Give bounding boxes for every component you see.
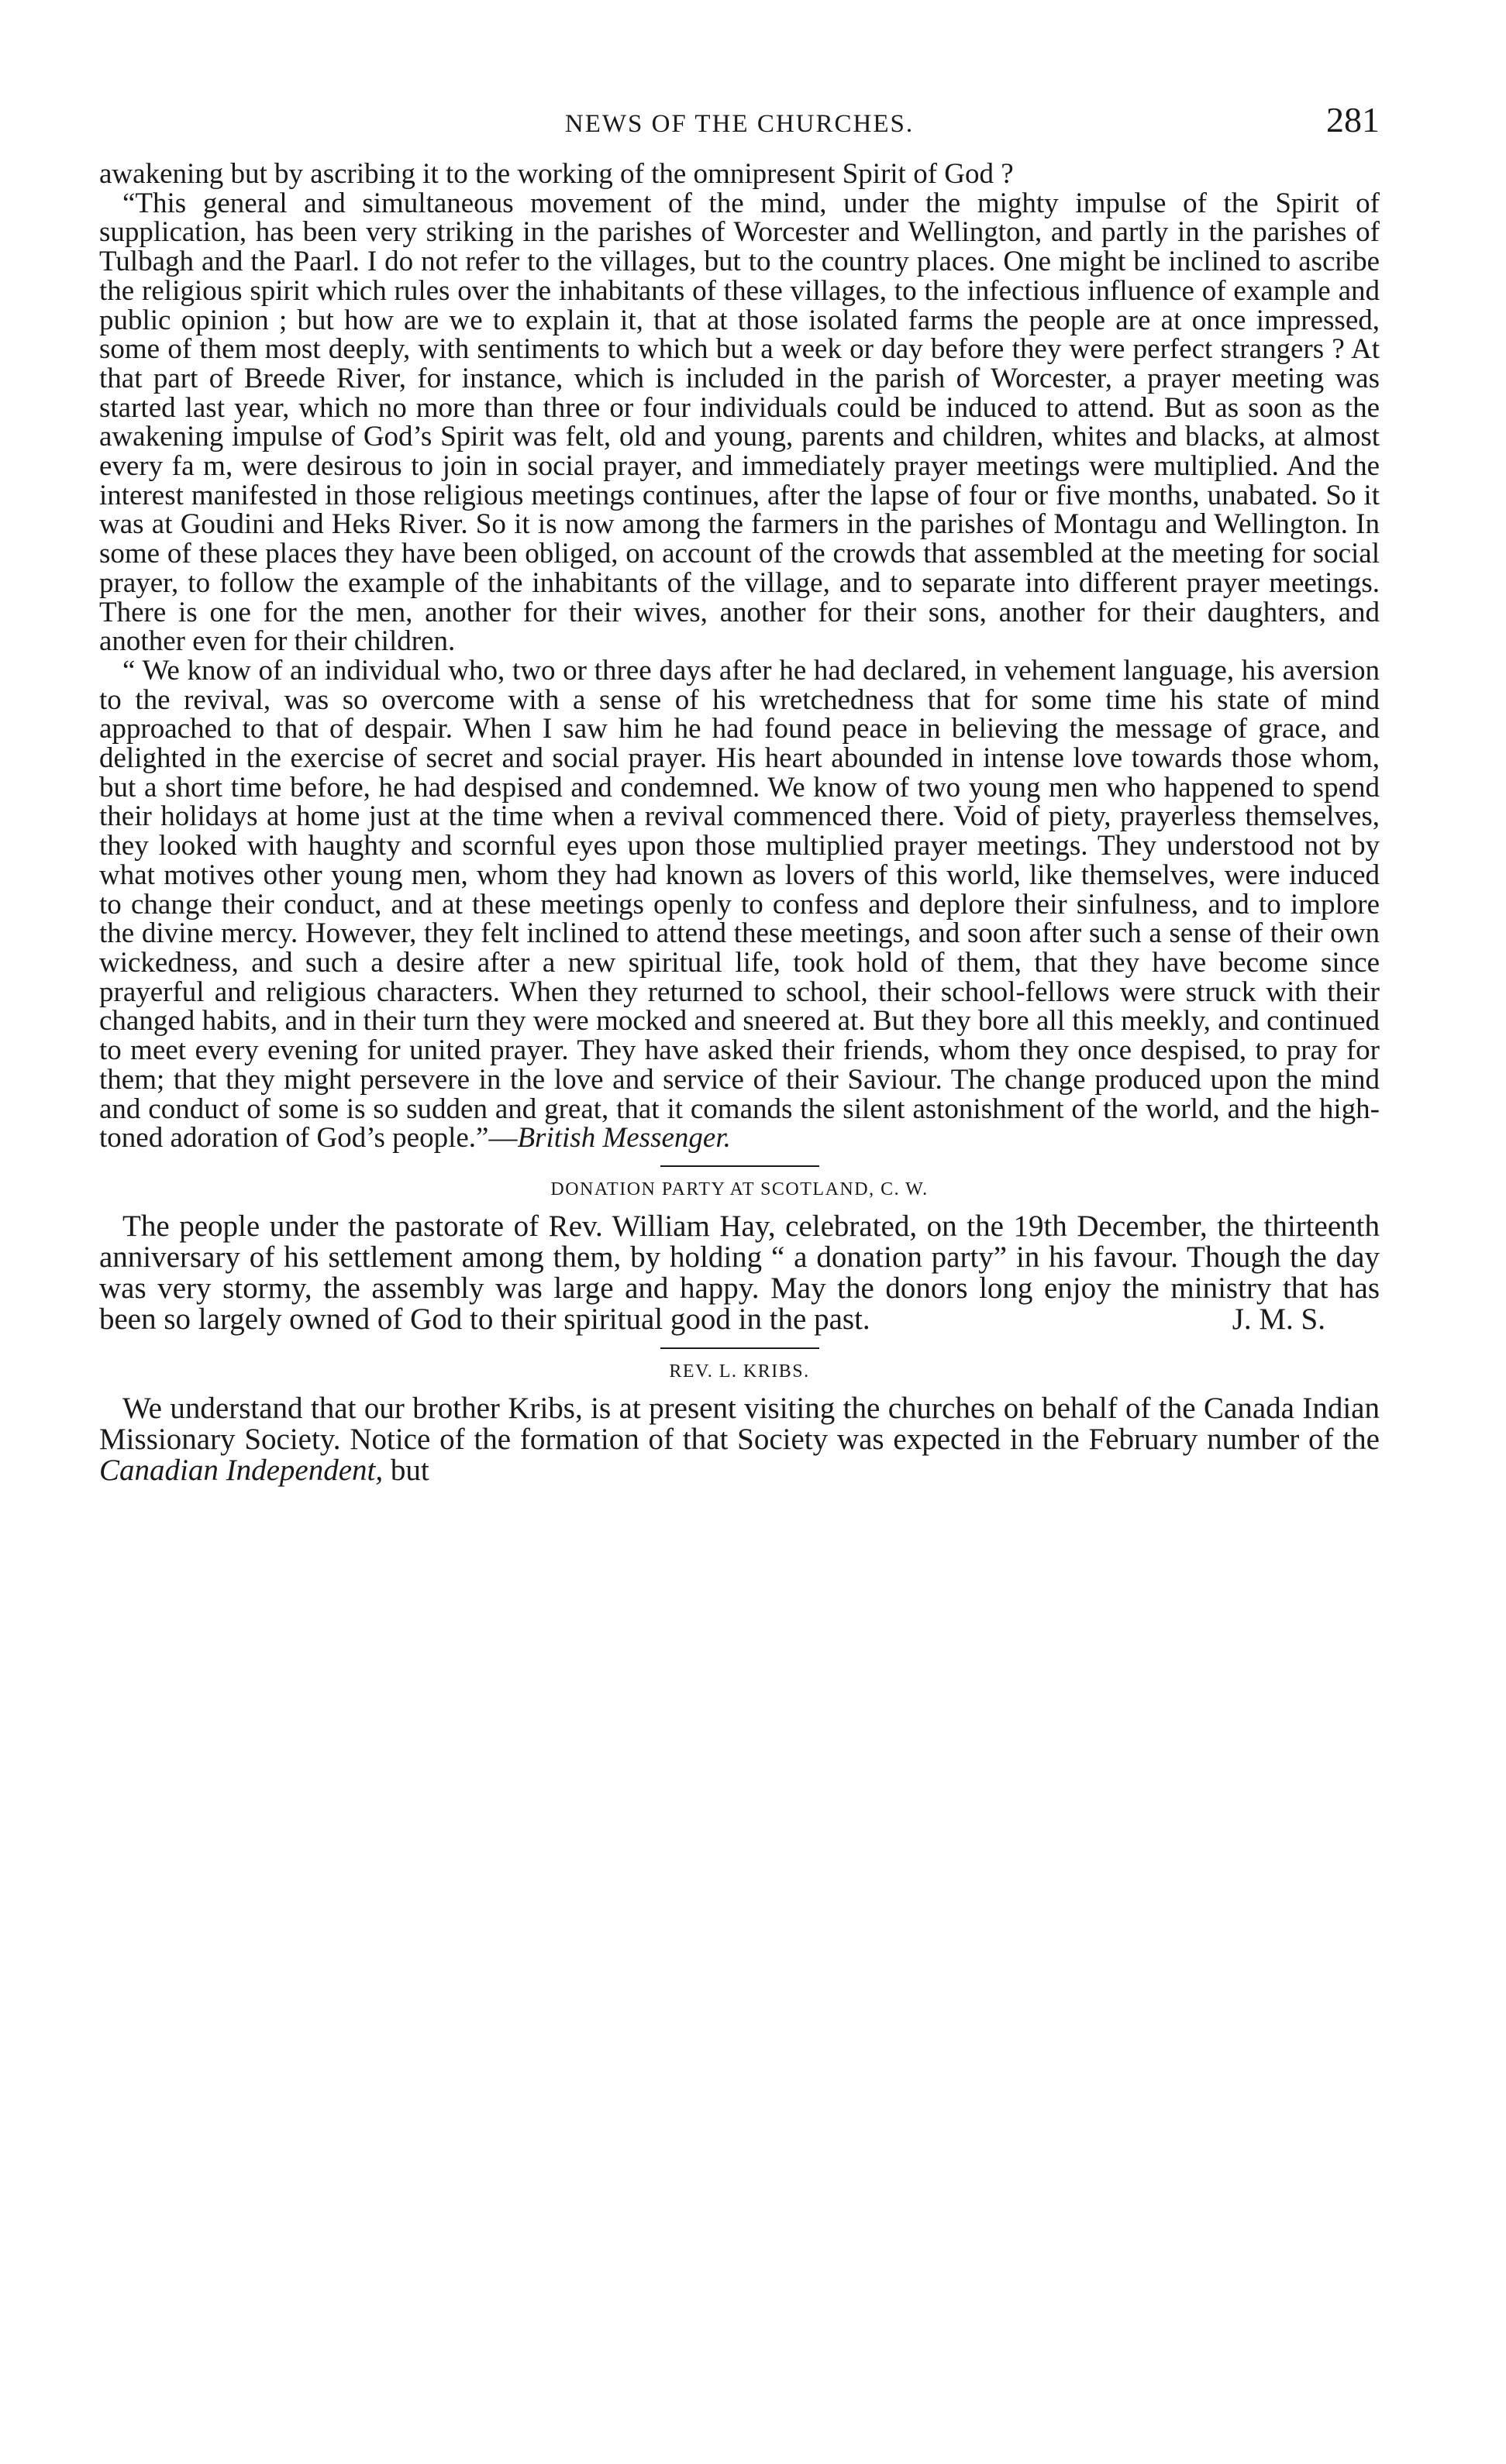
book-page (99, 99, 1380, 1486)
paragraph-continuation: awakening but by ascribing it to the working of the omnipresent Spirit of God ? (99, 158, 1014, 190)
page-number: 281 (1326, 100, 1380, 139)
kribs-section (99, 1393, 1380, 1486)
kribs-paragraph (99, 1393, 1380, 1486)
donation-section (99, 1211, 1380, 1335)
paragraph-individual-text: “ We know of an individual who, two or three days after he had declared, in vehement language, his aversion to the revival, was so overcome with a sense of his wretchedness that for some time his state of mind approached to that of despair. When I saw him he had found peace in believing the message of grace, and delighted in the exercise of secret and social prayer. His heart abounded in intense love towards those whom, but a short time before, he had despised and condemned. We know of two young men who happened to spend their holidays at home just at the time when a revival commenced there. Void of piety, prayerless themselves, they looked with haughty and scornful eyes upon those multiplied prayer meetings. They understood not by what motives other young men, whom they had known as lovers of this world, like themselves, were induced to change their conduct, and at these meetings openly to confess and deplore their sinfulness, and to implore the divine mercy. However, they felt inclined to attend these meetings, and soon after such a sense of their own wickedness, and such a desire after a new spiritual life, took hold of them, that they have become since prayerful and religious characters. When they returned to school, their school-fellows were struck with their changed habits, and in their turn they were mocked and sneered at. But they bore all this meekly, and continued to meet every evening for united prayer. They have asked their friends, whom they once despised, to pray for them; that they might persevere in the love and service of their Saviour. The change produced upon the mind and conduct of some is so sudden and great, that it comands the silent astonishment of the world, and the high-toned adoration of God’s people.”— (99, 654, 1380, 1155)
article-body (99, 160, 1380, 1153)
section-divider (660, 1347, 819, 1349)
source-citation: British Messenger. (517, 1122, 731, 1155)
signature: J. M. S. (1232, 1302, 1325, 1336)
paragraph-general-movement: “This general and simultaneous movement of the mind, under the mighty impulse of the Spirit of supplication, has been very striking in the parishes of Worcester and Wellington, and partly in the parishes of Tulbagh and the Paarl. I do not refer to the villages, but to the country places. One might be inclined to ascribe the religious spirit which rules over the inhabitants of these villages, to the infectious influence of example and public opinion ; but how are we to explain it, that at those isolated farms the people are at once impressed, some of them most deeply, with sentiments to which but a week or day before they were perfect strangers ? At that part of Breede River, for instance, which is included in the parish of Worcester, a prayer meeting was started last year, which no more than three or four individuals could be induced to attend. But as soon as the awakening impulse of God’s Spirit was felt, old and young, parents and children, whites and blacks, at almost every fa m, were desirous to join in social prayer, and immediately prayer meetings were multiplied. And the interest manifested in those religious meetings continues, after the lapse of four or five months, unabated. So it was at Goudini and Heks River. So it is now among the farmers in the parishes of Montagu and Wellington. In some of these places they have been obliged, on account of the crowds that assembled at the meeting for social prayer, to follow the example of the inhabitants of the village, and to separate into different prayer meetings. There is one for the men, another for their wives, another for their sons, another for their daughters, and another even for their children. (99, 187, 1380, 658)
kribs-heading: REV. L. KRIBS. (669, 1361, 810, 1382)
running-head (99, 99, 1380, 153)
kribs-text: We understand that our brother Kribs, is at present visiting the churches on behalf of the Canada Indian Missionary Society. Notice of the formation of that Society was expected in the February number of the (99, 1391, 1380, 1456)
donation-text: The people under the pastorate of Rev. William Hay, celebrated, on the 19th December, the thirteenth anniversary of his settlement among them, by holding “ a donation party” in his favour. Though the day was very stormy, the assembly was large and happy. May the donors long enjoy the ministry that has been so largely owned of God to their spiritual good in the past. (99, 1209, 1380, 1336)
running-title: NEWS OF THE CHURCHES. (564, 110, 915, 138)
kribs-text-end: but (383, 1453, 429, 1487)
donation-heading: DONATION PARTY AT SCOTLAND, C. W. (550, 1179, 929, 1199)
section-divider (660, 1165, 819, 1167)
donation-paragraph (99, 1211, 1380, 1335)
publication-title: Canadian Independent, (99, 1453, 384, 1487)
paragraph-individual (99, 656, 1380, 1153)
